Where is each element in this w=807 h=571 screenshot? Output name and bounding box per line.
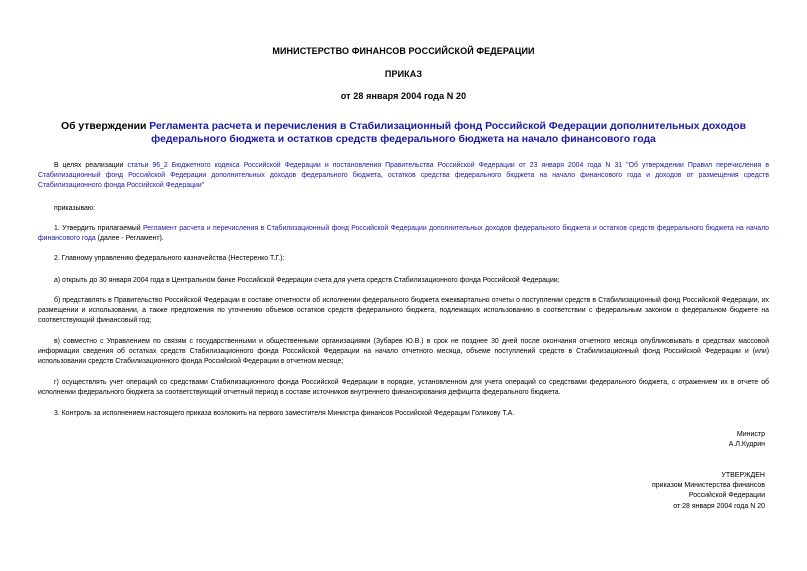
document-type: ПРИКАЗ (384, 69, 423, 79)
item-2g-paragraph: г) осуществлять учет операций со средствами Стабилизационного фонда Российской Федерации в порядке, установленном для учета операций со средствами федерального бюджета, с отражением их в отчете об исполнении федерального бюджета за соответствующий отчетный период в составе источников внутреннего финансирования дефицита федерального бюджета. (38, 379, 769, 397)
title-prefix: Об утверждении (60, 121, 150, 132)
item-2v-paragraph: в) совместно с Управлением по связям с государственными и общественными организациями (Зубарев Ю.В.) в срок не позднее 30 дней после окончания отчетного месяца опубликовывать в средствах массовой информации сведения об остатках средств Стабилизационного фонда Российской Федерации на начало отчетного месяца, объеме поступлений средств в Стабилизационный фонд Российской Федерации и (или) использовании средств Стабилизационного фонда Российской Федерации в отчетном месяце; (38, 338, 769, 366)
item-1-prefix: 1. Утвердить прилагаемый (54, 225, 143, 232)
approval-line-2: приказом Министерства финансов (651, 482, 765, 490)
item-3-paragraph: 3. Контроль за исполнением настоящего приказа возложить на первого заместителя Министра финансов Российской Федерации Голикову Т.А. (54, 410, 515, 417)
signature-position: Министр (736, 431, 765, 438)
approval-line-1: УТВЕРЖДЕН (721, 472, 765, 479)
document-date-number: от 28 января 2004 года N 20 (340, 91, 467, 101)
document-title (50, 120, 757, 146)
item-2a-paragraph: а) открыть до 30 января 2004 года в Центральном банке Российской Федерации счета для учета средств Стабилизационного фонда Российской Федерации; (54, 277, 560, 284)
item-1-regulation-link[interactable]: Регламент расчета и перечисления в Стабилизационный фонд Российской Федерации дополнительных доходов федерального бюджета и остатков средств федерального бюджета на начало финансового года (38, 225, 769, 243)
ministry-heading: МИНИСТЕРСТВО ФИНАНСОВ РОССИЙСКОЙ ФЕДЕРАЦИИ (272, 46, 535, 56)
item-1-suffix: (далее - Регламент). (95, 235, 164, 243)
preamble-legal-link[interactable]: статьи 96_2 Бюджетного кодекса Российской Федерации и постановления Правительства Российской Федерации от 23 января 2004 года N 31 "Об утверждении Правил перечисления в Стабилизационный фонд Российской Федерации дополнительных доходов федерального бюджета, остатков средства федерального бюджета на начало финансового года и доходов от размещения средств Стабилизационного фонда Российской Федерации" (38, 162, 769, 190)
title-regulation-link[interactable]: Регламента расчета и перечисления в Стабилизационный фонд Российской Федерации дополнительных доходов федерального бюджета и остатков средств федерального бюджета на начало финансового года (149, 121, 746, 145)
item-2b-paragraph: б) представлять в Правительство Российской Федерации в составе отчетности об исполнении федерального бюджета ежеквартально отчеты о поступлении средств в Стабилизационный фонд Российской Федерации, их размещении и использовании, а также предложения по уточнению объемов остатков средств федерального бюджета, подлежащих использованию в соответствии с федеральным законом о федеральном бюджете на соответствующий финансовый год; (38, 297, 769, 325)
approval-line-4: от 28 января 2004 года N 20 (673, 502, 765, 510)
order-word: приказываю: (54, 205, 95, 212)
preamble-prefix: В целях реализации (54, 162, 128, 169)
approval-block (652, 471, 765, 512)
signature-block (729, 430, 765, 450)
preamble-paragraph (38, 161, 769, 192)
item-1-paragraph (38, 224, 769, 244)
item-2-paragraph: 2. Главному управлению федерального казначейства (Нестеренко Т.Г.): (54, 255, 285, 262)
signature-name: А.Л.Кудрин (728, 441, 765, 449)
approval-line-3: Российской Федерации (688, 492, 765, 500)
